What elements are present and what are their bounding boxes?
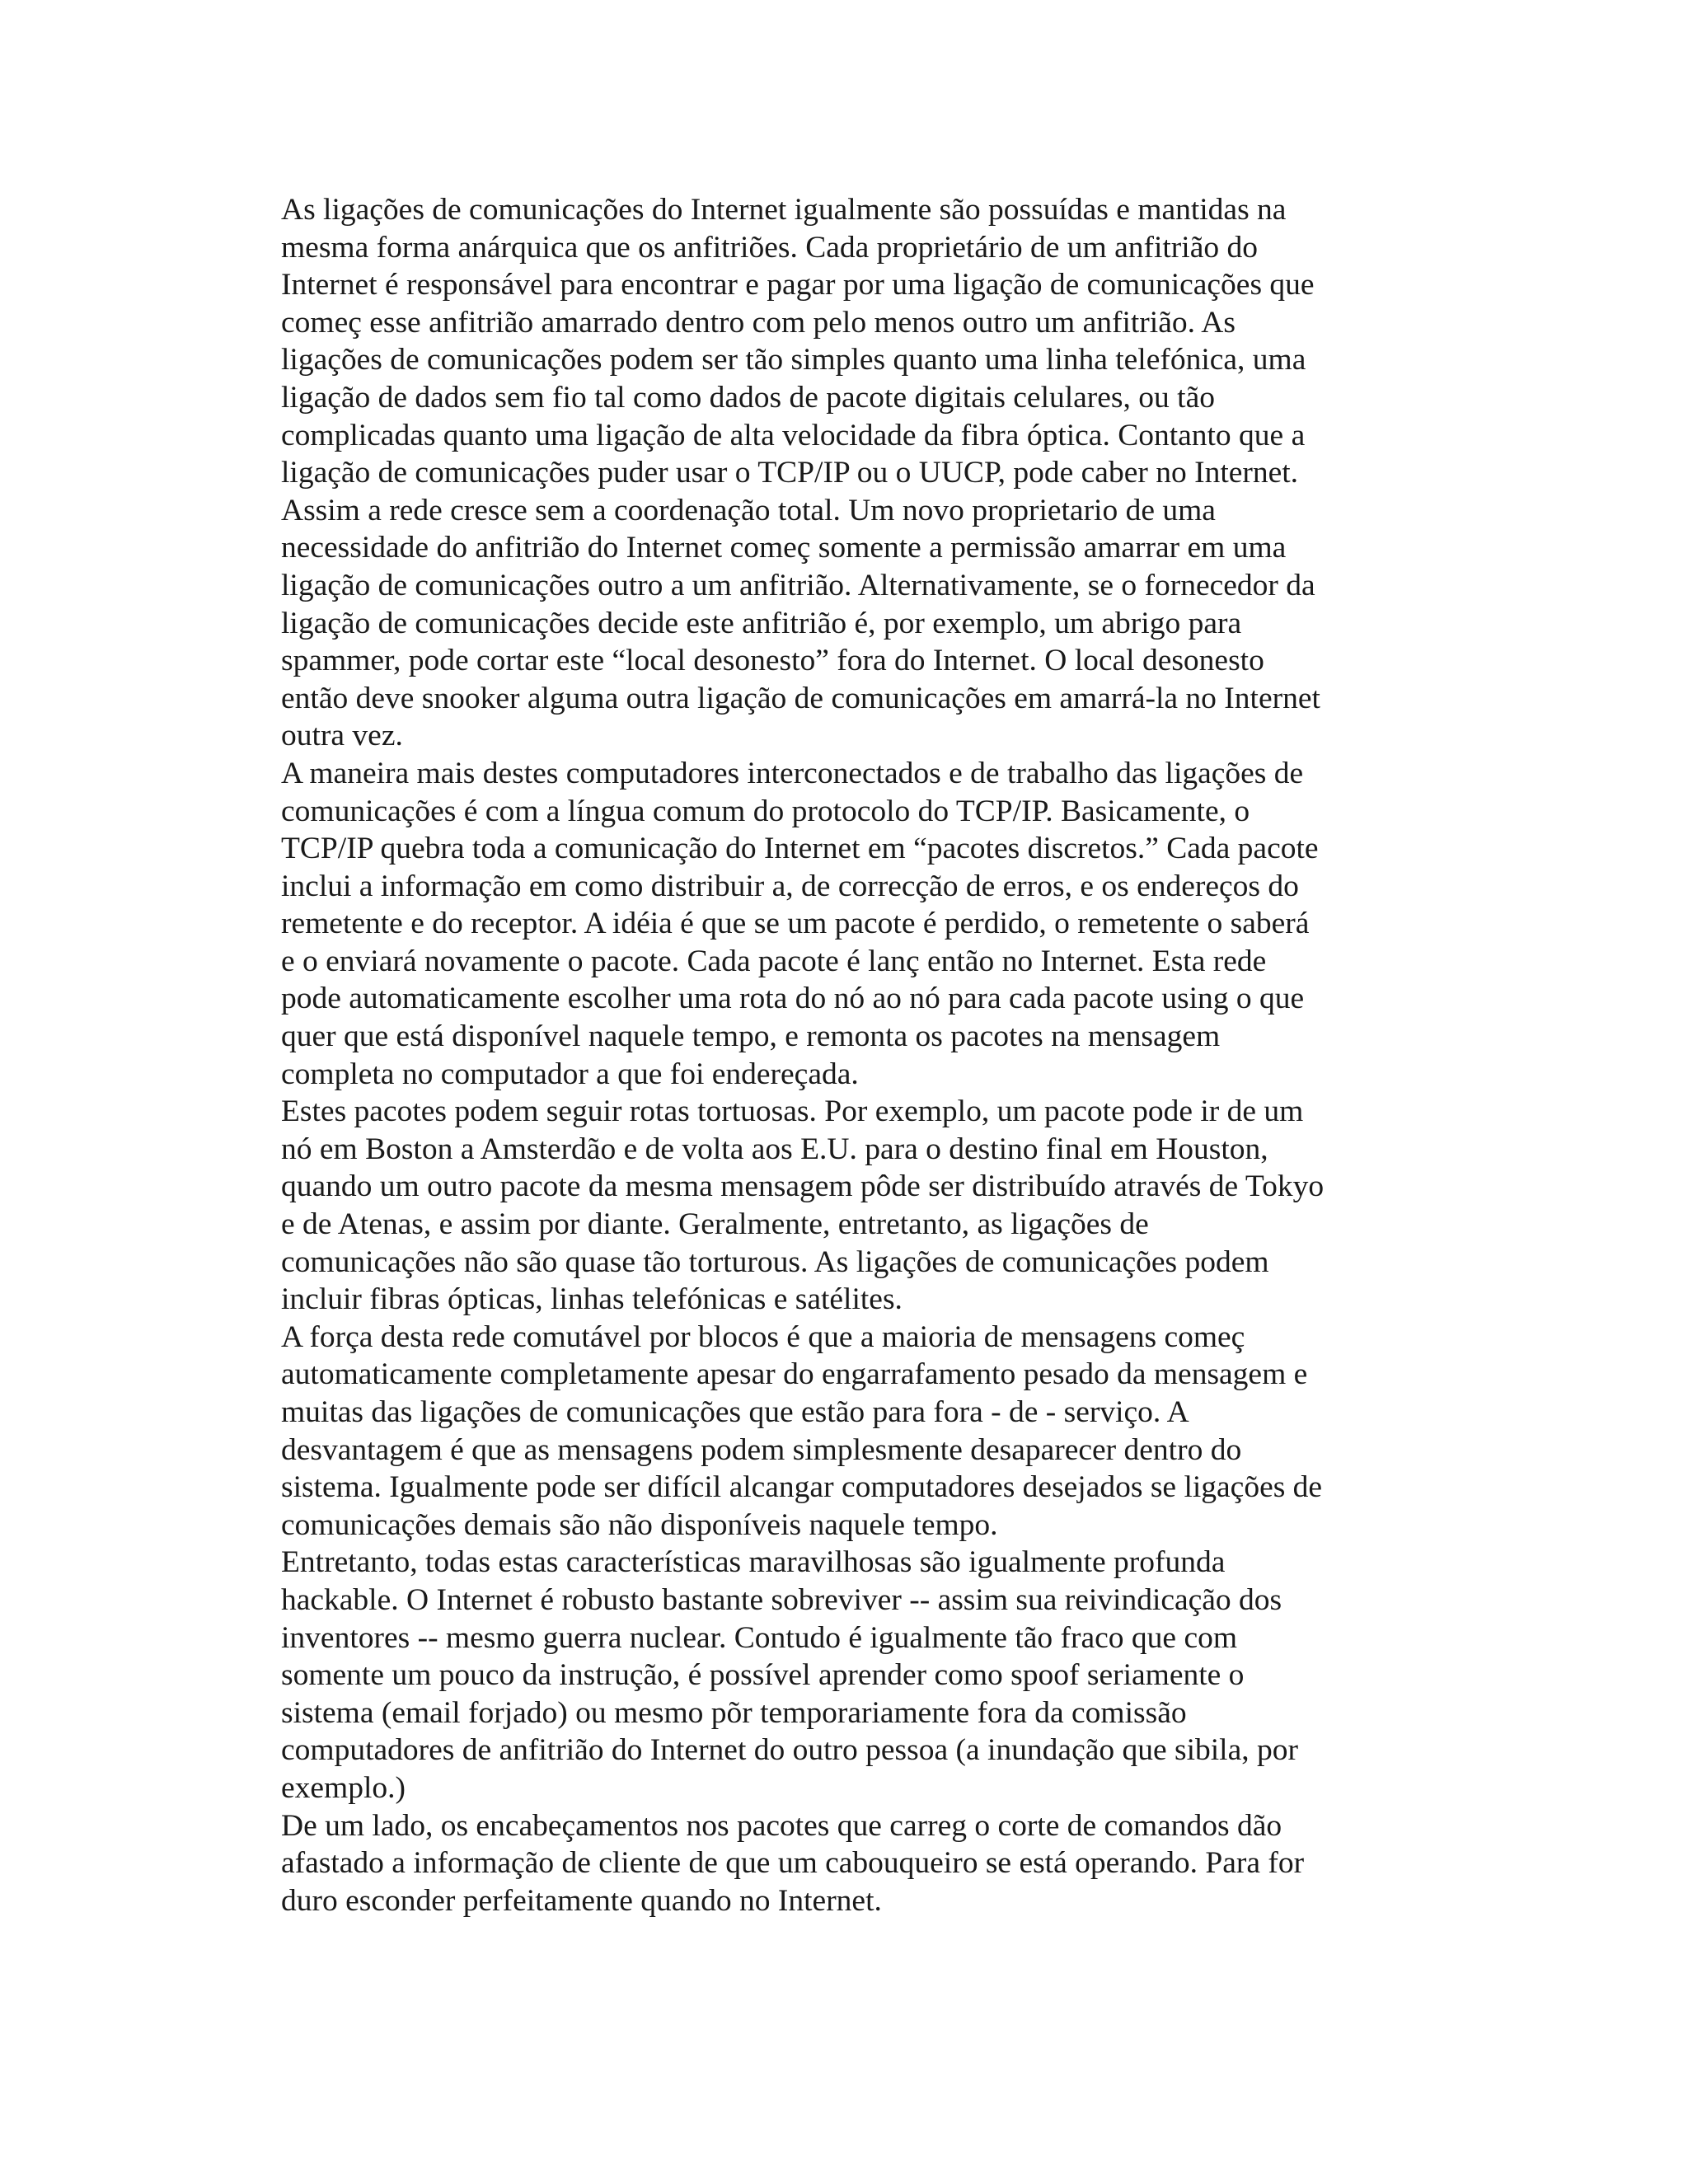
document-body bbox=[281, 191, 1418, 1919]
text-line: exemplo.) bbox=[281, 1770, 406, 1805]
text-line: mesma forma anárquica que os anfitriões. Cada proprietário de um anfitrião do bbox=[281, 230, 1258, 265]
text-line: então deve snooker alguma outra ligação de comunicações em amarrá-la no Internet bbox=[281, 681, 1320, 715]
text-line: e de Atenas, e assim por diante. Geralmente, entretanto, as ligações de bbox=[281, 1207, 1149, 1242]
text-line: comunicações é com a língua comum do protocolo do TCP/IP. Basicamente, o bbox=[281, 794, 1250, 828]
text-line: quer que está disponível naquele tempo, e remonta os pacotes na mensagem bbox=[281, 1019, 1221, 1054]
text-line: pode automaticamente escolher uma rota do nó ao nó para cada pacote using o que bbox=[281, 982, 1305, 1016]
paragraph-1 bbox=[281, 191, 1418, 755]
text-line: TCP/IP quebra toda a comunicação do Internet em “pacotes discretos.” Cada pacote bbox=[281, 832, 1319, 866]
text-line: começ esse anfitrião amarrado dentro com pelo menos outro um anfitrião. As bbox=[281, 305, 1236, 340]
text-line: ligação de dados sem fio tal como dados de pacote digitais celulares, ou tão bbox=[281, 380, 1215, 415]
text-line: spammer, pode cortar este “local desonesto” fora do Internet. O local desonesto bbox=[281, 644, 1264, 678]
text-line: De um lado, os encabeçamentos nos pacotes que carreg o corte de comandos dão bbox=[281, 1808, 1282, 1843]
text-line: completa no computador a que foi endereçada. bbox=[281, 1057, 859, 1091]
text-line: ligação de comunicações outro a um anfitrião. Alternativamente, se o fornecedor da bbox=[281, 568, 1315, 602]
text-line: ligações de comunicações podem ser tão simples quanto uma linha telefónica, uma bbox=[281, 343, 1306, 377]
text-line: muitas das ligações de comunicações que estão para fora - de - serviço. A bbox=[281, 1395, 1189, 1429]
text-line: ligação de comunicações puder usar o TCP/IP ou o UUCP, pode caber no Internet. bbox=[281, 456, 1299, 490]
text-line: afastado a informação de cliente de que um cabouqueiro se está operando. Para for bbox=[281, 1846, 1305, 1881]
text-line: A força desta rede comutável por blocos é que a maioria de mensagens começ bbox=[281, 1319, 1245, 1354]
text-line: Internet é responsável para encontrar e pagar por uma ligação de comunicações que bbox=[281, 268, 1315, 302]
text-line: A maneira mais destes computadores interconectados e de trabalho das ligações de bbox=[281, 756, 1304, 790]
text-line: comunicações demais são não disponíveis naquele tempo. bbox=[281, 1507, 998, 1542]
text-line: e o enviará novamente o pacote. Cada pacote é lanç então no Internet. Esta rede bbox=[281, 944, 1267, 978]
text-line: inventores -- mesmo guerra nuclear. Contudo é igualmente tão fraco que com bbox=[281, 1620, 1238, 1655]
paragraph-4 bbox=[281, 1319, 1418, 1544]
text-line: inclui a informação em como distribuir a, de correcção de erros, e os endereços do bbox=[281, 869, 1299, 903]
text-line: remetente e do receptor. A idéia é que se um pacote é perdido, o remetente o saberá bbox=[281, 907, 1310, 941]
text-line: duro esconder perfeitamente quando no Internet. bbox=[281, 1883, 882, 1918]
text-line: desvantagem é que as mensagens podem simplesmente desaparecer dentro do bbox=[281, 1432, 1242, 1467]
text-line: sistema (email forjado) ou mesmo põr temporariamente fora da comissão bbox=[281, 1695, 1187, 1730]
paragraph-5 bbox=[281, 1544, 1418, 1807]
paragraph-6 bbox=[281, 1807, 1418, 1920]
text-line: somente um pouco da instrução, é possível aprender como spoof seriamente o bbox=[281, 1658, 1245, 1693]
paragraph-2 bbox=[281, 755, 1418, 1093]
text-line: necessidade do anfitrião do Internet começ somente a permissão amarrar em uma bbox=[281, 531, 1287, 565]
text-line: outra vez. bbox=[281, 719, 403, 753]
text-line: hackable. O Internet é robusto bastante sobreviver -- assim sua reivindicação dos bbox=[281, 1582, 1282, 1617]
text-line: computadores de anfitrião do Internet do outro pessoa (a inundação que sibila, por bbox=[281, 1733, 1298, 1768]
text-line: As ligações de comunicações do Internet igualmente são possuídas e mantidas na bbox=[281, 193, 1287, 227]
text-line: Estes pacotes podem seguir rotas tortuosas. Por exemplo, um pacote pode ir de um bbox=[281, 1094, 1304, 1129]
text-line: Entretanto, todas estas características maravilhosas são igualmente profunda bbox=[281, 1545, 1226, 1580]
text-line: comunicações não são quase tão torturous. As ligações de comunicações podem bbox=[281, 1244, 1269, 1279]
paragraph-3 bbox=[281, 1093, 1418, 1319]
text-line: ligação de comunicações decide este anfitrião é, por exemplo, um abrigo para bbox=[281, 606, 1242, 640]
text-line: automaticamente completamente apesar do engarrafamento pesado da mensagem e bbox=[281, 1357, 1308, 1392]
text-line: quando um outro pacote da mesma mensagem pôde ser distribuído através de Tokyo bbox=[281, 1169, 1325, 1204]
text-line: incluir fibras ópticas, linhas telefónicas e satélites. bbox=[281, 1282, 903, 1317]
text-line: sistema. Igualmente pode ser difícil alcangar computadores desejados se ligações de bbox=[281, 1470, 1323, 1505]
text-line: nó em Boston a Amsterdão e de volta aos E.U. para o destino final em Houston, bbox=[281, 1132, 1268, 1166]
text-line: Assim a rede cresce sem a coordenação total. Um novo proprietario de uma bbox=[281, 493, 1216, 527]
text-line: complicadas quanto uma ligação de alta velocidade da fibra óptica. Contanto que a bbox=[281, 418, 1306, 452]
